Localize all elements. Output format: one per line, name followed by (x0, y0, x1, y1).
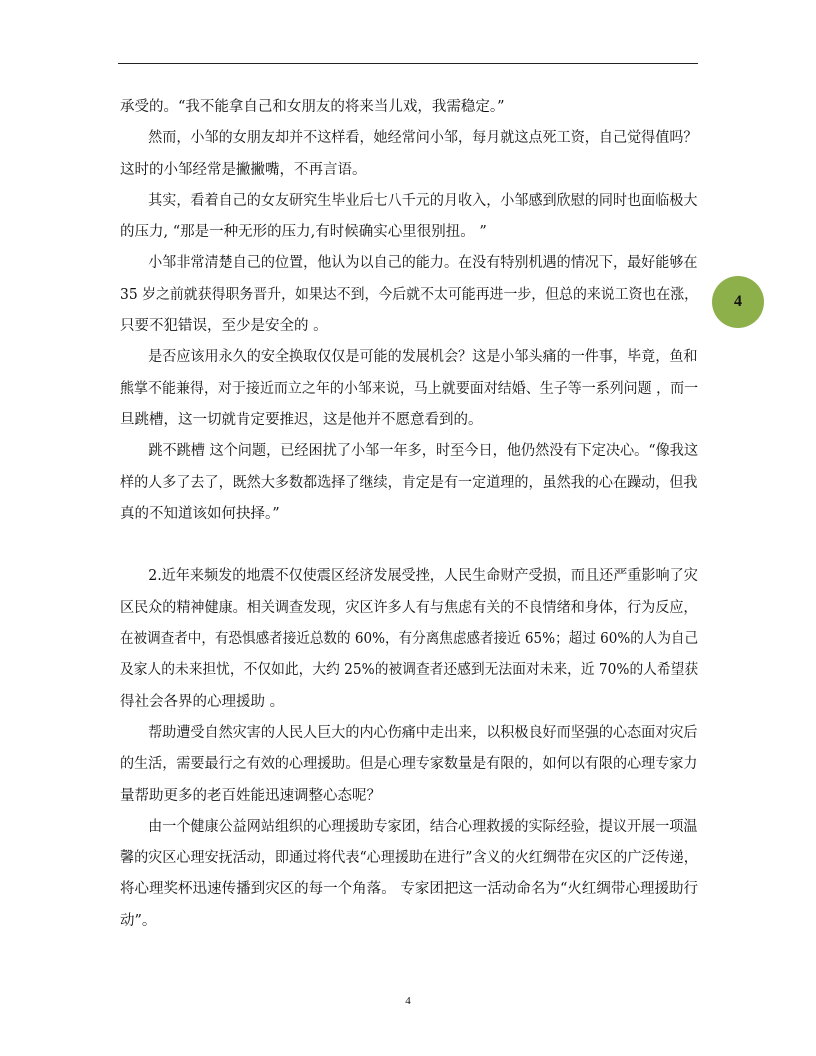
page-number-badge: 4 (712, 276, 764, 328)
paragraph (120, 92, 698, 123)
text-line: 区民众的精神健康。相关调查发现，灾区许多人有与焦虑有关的不良情绪和身体，行为反应， (120, 599, 698, 616)
text-line: 及家人的未来担忧，不仅如此，大约 25%的被调查者还感到无法面对未来，近 70%的人希望获 (120, 662, 699, 679)
text-line: 然而，小邹的女朋友却并不这样看，她经常问小邹，每月就这点死工资，自己觉得值吗？ (148, 130, 698, 147)
text-line: 小邹非常清楚自己的位置，他认为以自己的能力。在没有特别机遇的情况下，最好能够在 (148, 255, 698, 272)
text-line: 馨的灾区心理安抚活动，即通过将代表“心理援助在进行”含义的火红绸带在灾区的广泛传递， (120, 850, 698, 867)
paragraph (120, 342, 698, 436)
paragraph (120, 718, 698, 812)
text-line: 熊掌不能兼得，对于接近而立之年的小邹来说，马上就要面对结婚、生子等一系列问题 ，而一 (120, 380, 699, 397)
paragraph (120, 561, 698, 717)
text-line: 样的人多了去了，既然大多数都选择了继续，肯定是有一定道理的，虽然我的心在躁动，但我 (120, 474, 698, 491)
text-line: 帮助遭受自然灾害的人民人巨大的内心伤痛中走出来，以积极良好而坚强的心态面对灾后 (148, 724, 698, 741)
paragraph (120, 248, 698, 342)
header-rule (118, 63, 698, 64)
paragraph (120, 812, 698, 937)
text-line: 在被调查者中，有恐惧感者接近总数的 60%，有分离焦虑感者接近 65%；超过 60%的人为自己 (120, 631, 699, 648)
text-line: 由一个健康公益网站组织的心理援助专家团，结合心理救援的实际经验，提议开展一项温 (148, 818, 698, 835)
text-line: 35 岁之前就获得职务晋升，如果达不到，今后就不太可能再进一步，但总的来说工资也在涨， (120, 286, 699, 303)
text-line: 其实，看着自己的女友研究生毕业后七八千元的月收入，小邹感到欣慰的同时也面临极大 (148, 192, 698, 209)
text-line: 的压力, “那是一种无形的压力,有时候确实心里很别扭。 ” (120, 224, 487, 241)
text-line: 跳不跳槽 这个问题，已经困扰了小邹一年多，时至今日，他仍然没有下定决心。“像我这 (148, 443, 699, 460)
text-line: 将心理奖杯迅速传播到灾区的每一个角落。 专家团把这一活动命名为“火红绸带心理援助行 (120, 881, 698, 898)
text-line: 真的不知道该如何抉择。” (120, 505, 280, 522)
text-line: 得社会各界的心理援助 。 (120, 693, 285, 710)
document-body (120, 92, 698, 937)
text-line: 承受的。“我不能拿自己和女朋友的将来当儿戏，我需稳定。” (120, 99, 505, 115)
text-line: 旦跳槽，这一切就肯定要推迟，这是他并不愿意看到的。 (120, 411, 483, 428)
text-line: 动”。 (120, 912, 157, 929)
text-line: 这时的小邹经常是撇撇嘴，不再言语。 (120, 161, 367, 178)
footer-page-number: 4 (405, 995, 411, 1007)
text-line: 只要不犯错误，至少是安全的 。 (120, 318, 328, 335)
paragraph (120, 186, 698, 249)
text-line: 量帮助更多的老百姓能迅速调整心态呢？ (120, 787, 381, 804)
text-line: 2.近年来频发的地震不仅使震区经济发展受挫，人民生命财产受损，而且还严重影响了灾 (148, 568, 698, 585)
text-line: 是否应该用永久的安全换取仅仅是可能的发展机会？这是小邹头痛的一件事，毕竟，鱼和 (148, 349, 698, 366)
text-line: 的生活，需要最行之有效的心理援助。但是心理专家数量是有限的，如何以有限的心理专家力 (120, 756, 698, 773)
blank-line (120, 530, 698, 561)
paragraph (120, 123, 698, 186)
paragraph (120, 436, 698, 530)
